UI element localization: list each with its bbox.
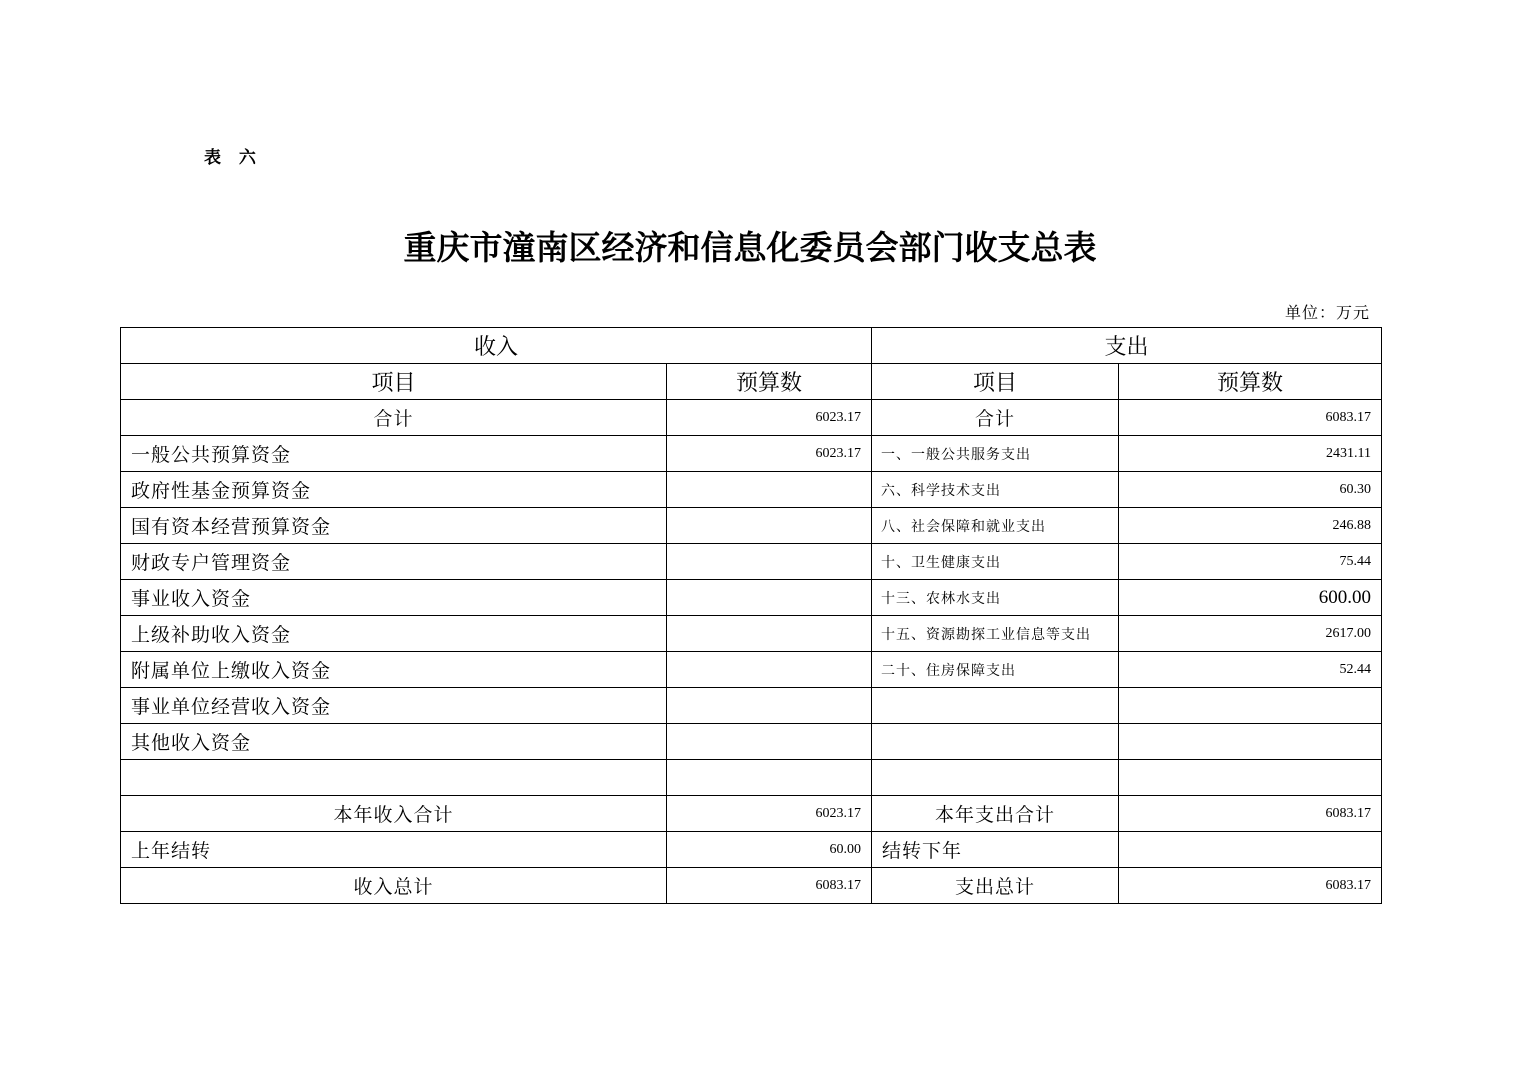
column-header-row xyxy=(121,364,1382,400)
unit-label: 单位：万元 xyxy=(1284,303,1370,322)
income-amount xyxy=(667,472,872,508)
expense-item: 十五、资源勘探工业信息等支出 xyxy=(872,616,1119,652)
income-grand-total-label: 收入总计 xyxy=(121,868,667,904)
expense-item: 十、卫生健康支出 xyxy=(872,544,1119,580)
expense-amount: 2431.11 xyxy=(1119,436,1382,472)
expense-item xyxy=(872,760,1119,796)
carryover-row xyxy=(121,832,1382,868)
income-group-header: 收入 xyxy=(121,328,872,364)
expense-summary-label: 合计 xyxy=(872,400,1119,436)
expense-amount: 600.00 xyxy=(1119,580,1382,616)
expense-grand-total-amount: 6083.17 xyxy=(1119,868,1382,904)
table-row xyxy=(121,544,1382,580)
income-summary-label: 合计 xyxy=(121,400,667,436)
expense-year-total-label: 本年支出合计 xyxy=(872,796,1119,832)
expense-amount: 52.44 xyxy=(1119,652,1382,688)
income-item: 一般公共预算资金 xyxy=(121,436,667,472)
year-total-row xyxy=(121,796,1382,832)
income-amount xyxy=(667,580,872,616)
table-row xyxy=(121,472,1382,508)
table-number: 表 六 xyxy=(204,148,262,168)
income-carryover-amount: 60.00 xyxy=(667,832,872,868)
expense-amount-header: 预算数 xyxy=(1119,364,1382,400)
expense-item: 六、科学技术支出 xyxy=(872,472,1119,508)
group-header-row xyxy=(121,328,1382,364)
income-amount xyxy=(667,616,872,652)
income-year-total-amount: 6023.17 xyxy=(667,796,872,832)
expense-amount: 2617.00 xyxy=(1119,616,1382,652)
income-amount xyxy=(667,760,872,796)
expense-amount xyxy=(1119,688,1382,724)
income-item: 事业收入资金 xyxy=(121,580,667,616)
expense-amount: 75.44 xyxy=(1119,544,1382,580)
income-carryover-label: 上年结转 xyxy=(121,832,667,868)
income-item: 其他收入资金 xyxy=(121,724,667,760)
expense-amount: 246.88 xyxy=(1119,508,1382,544)
expense-group-header: 支出 xyxy=(872,328,1382,364)
table-row xyxy=(121,652,1382,688)
income-item: 附属单位上缴收入资金 xyxy=(121,652,667,688)
budget-table xyxy=(120,327,1382,904)
expense-carryover-label: 结转下年 xyxy=(872,832,1119,868)
income-item-header: 项目 xyxy=(121,364,667,400)
expense-item-header: 项目 xyxy=(872,364,1119,400)
expense-item: 一、一般公共服务支出 xyxy=(872,436,1119,472)
expense-item: 八、社会保障和就业支出 xyxy=(872,508,1119,544)
expense-amount: 60.30 xyxy=(1119,472,1382,508)
income-item: 政府性基金预算资金 xyxy=(121,472,667,508)
expense-grand-total-label: 支出总计 xyxy=(872,868,1119,904)
income-amount-header: 预算数 xyxy=(667,364,872,400)
income-item: 上级补助收入资金 xyxy=(121,616,667,652)
income-amount xyxy=(667,508,872,544)
expense-item: 二十、住房保障支出 xyxy=(872,652,1119,688)
income-amount xyxy=(667,688,872,724)
expense-carryover-amount xyxy=(1119,832,1382,868)
income-item: 财政专户管理资金 xyxy=(121,544,667,580)
income-amount xyxy=(667,544,872,580)
income-grand-total-amount: 6083.17 xyxy=(667,868,872,904)
table-row xyxy=(121,616,1382,652)
expense-item: 十三、农林水支出 xyxy=(872,580,1119,616)
income-summary-amount: 6023.17 xyxy=(667,400,872,436)
expense-summary-amount: 6083.17 xyxy=(1119,400,1382,436)
table-row xyxy=(121,508,1382,544)
table-row xyxy=(121,580,1382,616)
expense-amount xyxy=(1119,724,1382,760)
document-title: 重庆市潼南区经济和信息化委员会部门收支总表 xyxy=(403,228,1097,267)
summary-row xyxy=(121,400,1382,436)
expense-item xyxy=(872,724,1119,760)
expense-year-total-amount: 6083.17 xyxy=(1119,796,1382,832)
income-item xyxy=(121,760,667,796)
table-row xyxy=(121,724,1382,760)
income-amount: 6023.17 xyxy=(667,436,872,472)
table-row xyxy=(121,760,1382,796)
table-row xyxy=(121,688,1382,724)
grand-total-row xyxy=(121,868,1382,904)
table-row xyxy=(121,436,1382,472)
income-item: 事业单位经营收入资金 xyxy=(121,688,667,724)
expense-amount xyxy=(1119,760,1382,796)
income-amount xyxy=(667,652,872,688)
income-year-total-label: 本年收入合计 xyxy=(121,796,667,832)
income-amount xyxy=(667,724,872,760)
income-item: 国有资本经营预算资金 xyxy=(121,508,667,544)
expense-item xyxy=(872,688,1119,724)
